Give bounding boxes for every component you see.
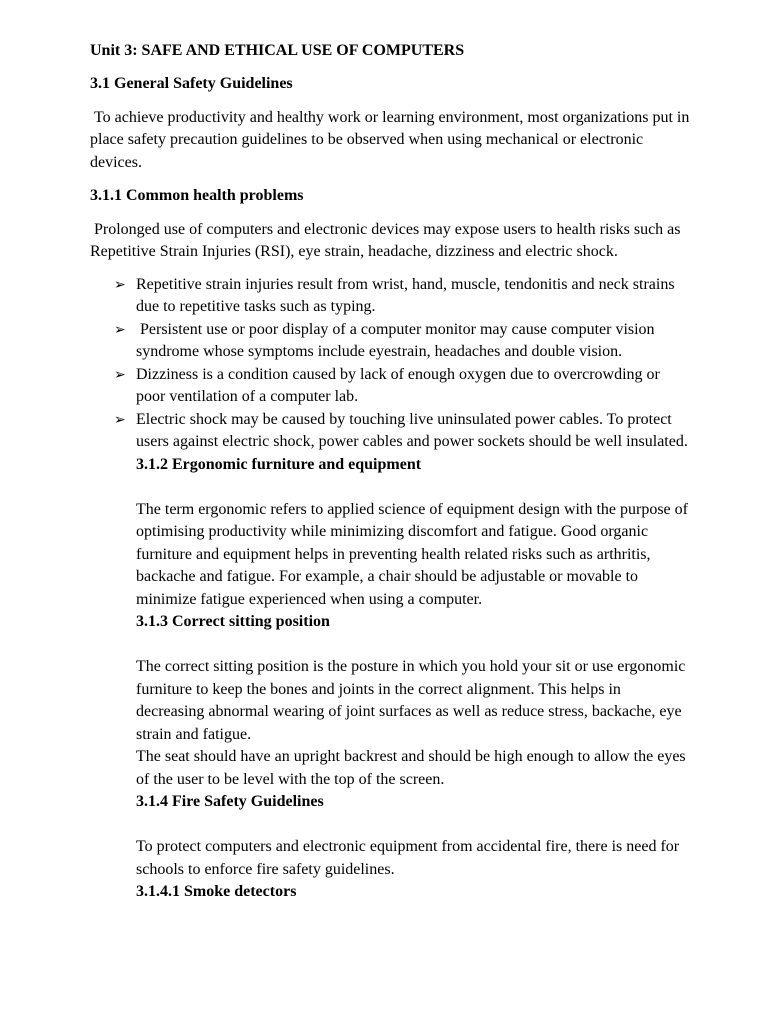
health-problems-list	[90, 274, 690, 454]
list-item	[90, 274, 690, 319]
section-heading-3-1: 3.1 General Safety Guidelines	[90, 75, 293, 92]
section-paragraph-3-1-4: To protect computers and electronic equipment from accidental fire, there is need for schools to enforce fire safety guidelines.	[136, 838, 680, 878]
section-paragraph-3-1-1: Prolonged use of computers and electronic devices may expose users to health risks such as Repetitive Strain Injuries (RSI), eye strain, headache, dizziness and electric shock.	[90, 220, 685, 260]
section-paragraph-3-1-3-b: The seat should have an upright backrest and should be high enough to allow the eyes of the user to be level with the top of the screen.	[136, 748, 686, 788]
section-heading-3-1-1: 3.1.1 Common health problems	[90, 187, 304, 204]
section-paragraph-3-1-3-a: The correct sitting position is the posture in which you hold your sit or use ergonomic furniture to keep the bones and joints in the correct alignment. This helps in decreasing abnormal wearing of joint surfaces as well as reduce stress, backache, eye strain and fatigue.	[136, 658, 686, 743]
list-item-text: Persistent use or poor display of a computer monitor may cause computer vision syndrome whose symptoms include eyestrain, headaches and double vision.	[136, 320, 659, 360]
section-paragraph-3-1-2: The term ergonomic refers to applied science of equipment design with the purpose of optimising productivity while minimizing discomfort and fatigue. Good organic furniture and equipment helps in preventing health related risks such as arthritis, backache and fatigue. For example, a chair should be adjustable or movable to minimize fatigue experienced when using a computer.	[136, 500, 688, 608]
list-item-text: Repetitive strain injuries result from wrist, hand, muscle, tendonitis and neck strains due to repetitive tasks such as typing.	[136, 275, 675, 315]
blank-line	[136, 476, 690, 499]
list-item	[90, 409, 690, 454]
section-paragraph-3-1: To achieve productivity and healthy work or learning environment, most organizations put in place safety precaution guidelines to be observed when using mechanical or electronic devices.	[90, 108, 694, 171]
blank-line	[136, 814, 690, 837]
section-heading-3-1-3: 3.1.3 Correct sitting position	[136, 613, 330, 630]
list-item-text: Electric shock may be caused by touching live uninsulated power cables. To protect users against electric shock, power cables and power sockets should be well insulated.	[136, 410, 688, 450]
arrow-bullet-icon: ➢	[114, 411, 126, 428]
arrow-bullet-icon: ➢	[114, 276, 126, 293]
arrow-bullet-icon: ➢	[114, 366, 126, 383]
list-item	[90, 319, 690, 364]
section-heading-3-1-4: 3.1.4 Fire Safety Guidelines	[136, 793, 324, 810]
arrow-bullet-icon: ➢	[114, 321, 126, 338]
section-heading-3-1-4-1: 3.1.4.1 Smoke detectors	[136, 883, 297, 900]
indented-sections	[136, 454, 690, 904]
document-page	[90, 40, 694, 904]
blank-line	[136, 634, 690, 657]
list-item	[90, 364, 690, 409]
list-item-text: Dizziness is a condition caused by lack of enough oxygen due to overcrowding or poor ventilation of a computer lab.	[136, 365, 660, 405]
unit-title: Unit 3: SAFE AND ETHICAL USE OF COMPUTERS	[90, 42, 465, 59]
section-heading-3-1-2: 3.1.2 Ergonomic furniture and equipment	[136, 455, 422, 473]
